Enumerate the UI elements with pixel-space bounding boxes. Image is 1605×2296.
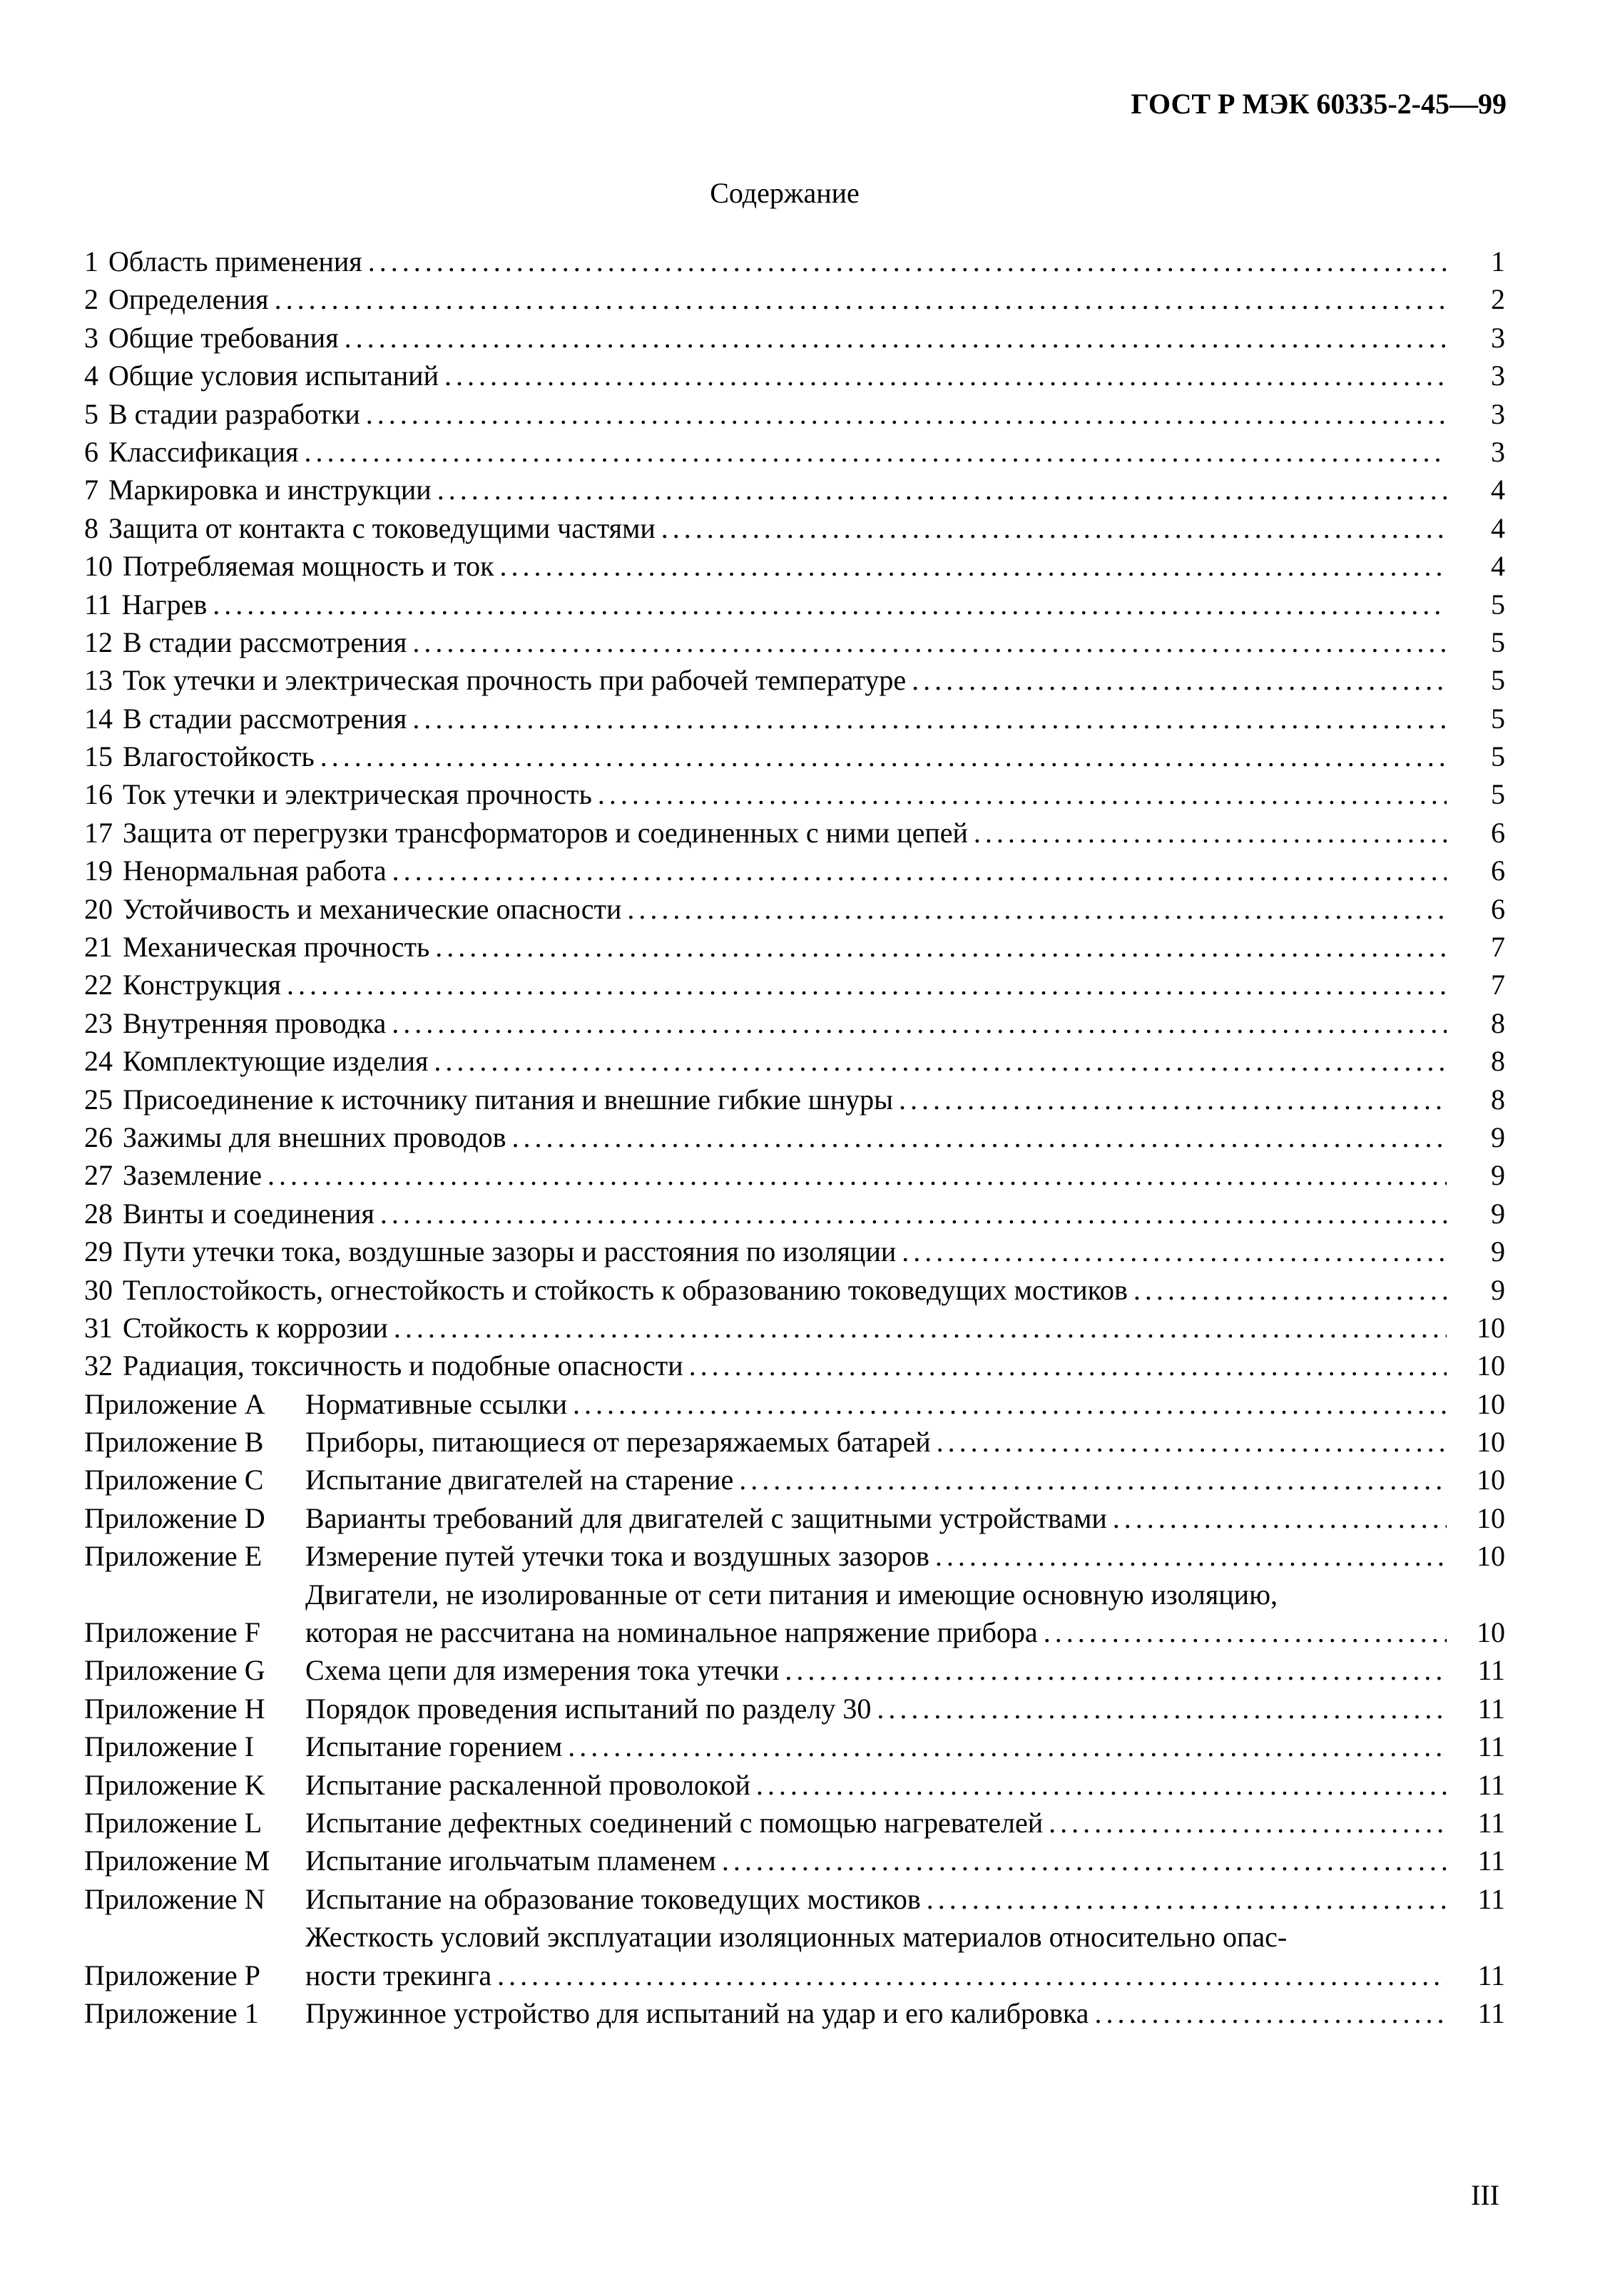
page-ref: 8 bbox=[1491, 1006, 1505, 1039]
section-title: Винты и соединения bbox=[123, 1197, 374, 1230]
dot-leader bbox=[315, 738, 1447, 775]
toc-entry[interactable] bbox=[84, 775, 1505, 813]
appendix-title: Испытание горением bbox=[305, 1730, 563, 1763]
dot-leader bbox=[407, 700, 1447, 738]
section-title: Потребляемая мощность и ток bbox=[123, 550, 494, 583]
toc-entry-body bbox=[123, 775, 1447, 813]
dot-leader bbox=[931, 1423, 1447, 1461]
page-ref: 10 bbox=[1477, 1540, 1505, 1573]
toc-entry[interactable] bbox=[84, 1081, 1505, 1118]
section-title: Радиация, токсичность и подобные опасности bbox=[123, 1349, 683, 1382]
toc-entry[interactable] bbox=[84, 1156, 1505, 1194]
section-number: 14 bbox=[84, 702, 113, 735]
toc-entry[interactable] bbox=[84, 1233, 1505, 1270]
toc-entry-body bbox=[123, 852, 1447, 889]
toc-entry[interactable] bbox=[84, 280, 1505, 318]
appendix-label: Приложение M bbox=[84, 1845, 270, 1877]
toc-entry[interactable] bbox=[84, 890, 1505, 928]
page-ref: 11 bbox=[1477, 1654, 1505, 1687]
section-title: Маркировка и инструкции bbox=[108, 474, 432, 506]
toc-entry[interactable] bbox=[84, 319, 1505, 357]
toc-entry[interactable] bbox=[84, 966, 1505, 1004]
dot-leader bbox=[683, 1347, 1447, 1384]
toc-entry-body bbox=[123, 700, 1447, 738]
dot-leader bbox=[281, 966, 1447, 1004]
dot-leader bbox=[750, 1766, 1447, 1804]
section-number: 1 bbox=[84, 245, 98, 277]
appendix-label: Приложение H bbox=[84, 1692, 265, 1725]
page-ref: 11 bbox=[1477, 1807, 1505, 1840]
appendix-label: Приложение I bbox=[84, 1730, 255, 1763]
section-title: Классификация bbox=[108, 435, 299, 468]
section-number: 13 bbox=[84, 664, 113, 697]
page-ref: 4 bbox=[1491, 550, 1505, 583]
toc-entry-body bbox=[108, 280, 1447, 318]
dot-leader bbox=[362, 243, 1447, 280]
section-title: Определения bbox=[108, 283, 269, 316]
toc-entry[interactable] bbox=[84, 433, 1505, 471]
appendix-label: Приложение N bbox=[84, 1882, 265, 1915]
dot-leader bbox=[339, 319, 1447, 357]
page-ref: 11 bbox=[1477, 1692, 1505, 1725]
toc-entry[interactable] bbox=[84, 623, 1505, 661]
toc-entry-body bbox=[108, 243, 1447, 280]
toc-entry-body bbox=[123, 1081, 1447, 1118]
page-ref: 9 bbox=[1491, 1197, 1505, 1230]
section-number: 30 bbox=[84, 1273, 113, 1306]
page-number: III bbox=[1471, 2179, 1499, 2211]
toc-entry[interactable] bbox=[84, 586, 1505, 623]
appendix-entry[interactable] bbox=[84, 1576, 1505, 1652]
page-ref: 4 bbox=[1491, 511, 1505, 544]
toc-entry-body bbox=[108, 357, 1447, 394]
page-ref: 9 bbox=[1491, 1273, 1505, 1306]
section-number: 3 bbox=[84, 321, 98, 354]
dot-leader bbox=[567, 1385, 1447, 1423]
page-ref: 4 bbox=[1491, 474, 1505, 506]
dot-leader bbox=[262, 1156, 1447, 1194]
dot-leader bbox=[360, 395, 1447, 433]
dot-leader bbox=[921, 1880, 1447, 1918]
page-ref: 10 bbox=[1477, 1464, 1505, 1496]
toc-entry-body bbox=[108, 509, 1447, 547]
appendix-entry[interactable] bbox=[84, 1537, 1505, 1575]
section-number: 4 bbox=[84, 359, 98, 392]
appendix-entry[interactable] bbox=[84, 1880, 1505, 1918]
appendix-entry[interactable] bbox=[84, 1918, 1505, 1994]
page-ref: 9 bbox=[1491, 1235, 1505, 1268]
dot-leader bbox=[896, 1233, 1447, 1270]
page-ref: 3 bbox=[1491, 397, 1505, 430]
appendix-entry[interactable] bbox=[84, 1461, 1505, 1499]
appendix-label: Приложение B bbox=[84, 1426, 264, 1459]
page-ref: 11 bbox=[1477, 1730, 1505, 1763]
section-title: Зажимы для внешних проводов bbox=[123, 1121, 506, 1153]
appendix-entry-body bbox=[305, 1385, 1447, 1423]
toc-entry[interactable] bbox=[84, 1309, 1505, 1347]
section-title: Ток утечки и электрическая прочность при рабочей температуре bbox=[123, 664, 907, 697]
table-of-contents bbox=[84, 243, 1505, 2032]
toc-entry-body bbox=[123, 623, 1447, 661]
section-title: Ток утечки и электрическая прочность bbox=[123, 778, 592, 811]
section-number: 7 bbox=[84, 474, 98, 506]
section-number: 16 bbox=[84, 778, 113, 811]
page-ref: 6 bbox=[1491, 816, 1505, 849]
dot-leader bbox=[1043, 1804, 1447, 1842]
appendix-title-line bbox=[305, 1613, 1447, 1651]
appendix-label: Приложение E bbox=[84, 1540, 263, 1573]
appendix-title: Испытание дефектных соединений с помощью нагревателей bbox=[305, 1807, 1044, 1840]
toc-entry[interactable] bbox=[84, 1271, 1505, 1309]
page-ref: 7 bbox=[1491, 969, 1505, 1001]
section-title: Устойчивость и механические опасности bbox=[123, 892, 622, 925]
toc-entry[interactable] bbox=[84, 1195, 1505, 1233]
toc-entry-body bbox=[123, 1118, 1447, 1156]
appendix-title: Испытание раскаленной проволокой bbox=[305, 1768, 750, 1801]
toc-entry[interactable] bbox=[84, 243, 1505, 280]
toc-entry[interactable] bbox=[84, 700, 1505, 738]
page-ref: 8 bbox=[1491, 1045, 1505, 1078]
appendix-entry-body bbox=[305, 1461, 1447, 1499]
section-title: В стадии разработки bbox=[108, 397, 360, 430]
section-number: 11 bbox=[84, 588, 112, 621]
page-ref: 10 bbox=[1477, 1616, 1505, 1649]
appendix-title: Нормативные ссылки bbox=[305, 1387, 568, 1420]
section-title: В стадии рассмотрения bbox=[123, 626, 407, 658]
appendix-entry-body bbox=[305, 1994, 1447, 2032]
section-number: 32 bbox=[84, 1349, 113, 1382]
dot-leader bbox=[429, 928, 1447, 966]
toc-entry-body bbox=[123, 661, 1447, 699]
appendix-label: Приложение C bbox=[84, 1464, 264, 1496]
toc-entry[interactable] bbox=[84, 1004, 1505, 1042]
toc-entry[interactable] bbox=[84, 928, 1505, 966]
page-ref: 11 bbox=[1477, 1882, 1505, 1915]
dot-leader bbox=[439, 357, 1447, 394]
page-ref: 5 bbox=[1491, 778, 1505, 811]
appendix-entry[interactable] bbox=[84, 1842, 1505, 1879]
toc-entry-body bbox=[123, 1271, 1447, 1309]
section-title: Механическая прочность bbox=[123, 931, 430, 964]
dot-leader bbox=[506, 1118, 1447, 1156]
appendix-entry[interactable] bbox=[84, 1804, 1505, 1842]
dot-leader bbox=[1128, 1271, 1447, 1309]
section-title: Нагрев bbox=[121, 588, 208, 621]
page-ref: 3 bbox=[1491, 321, 1505, 354]
toc-entry[interactable] bbox=[84, 661, 1505, 699]
appendix-title: ности трекинга bbox=[305, 1959, 492, 1991]
section-title: Влагостойкость bbox=[123, 740, 315, 773]
page-ref: 11 bbox=[1477, 1996, 1505, 2029]
dot-leader bbox=[716, 1842, 1447, 1879]
dot-leader bbox=[656, 509, 1447, 547]
dot-leader bbox=[906, 661, 1447, 699]
toc-entry-body bbox=[123, 1042, 1447, 1080]
toc-entry-body bbox=[108, 319, 1447, 357]
section-number: 6 bbox=[84, 435, 98, 468]
appendix-entry[interactable] bbox=[84, 1423, 1505, 1461]
appendix-title: Варианты требований для двигателей с защитными устройствами bbox=[305, 1501, 1107, 1534]
section-title: Присоединение к источнику питания и внешние гибкие шнуры bbox=[123, 1083, 893, 1116]
section-number: 31 bbox=[84, 1311, 113, 1344]
appendix-entry-body bbox=[305, 1576, 1447, 1652]
appendix-title-line bbox=[305, 1956, 1447, 1994]
section-number: 24 bbox=[84, 1045, 113, 1078]
page-ref: 3 bbox=[1491, 435, 1505, 468]
section-title: Конструкция bbox=[123, 969, 281, 1001]
section-number: 5 bbox=[84, 397, 98, 430]
dot-leader bbox=[269, 280, 1447, 318]
appendix-label: Приложение K bbox=[84, 1768, 265, 1801]
appendix-title: Испытание на образование токоведущих мостиков bbox=[305, 1882, 921, 1915]
section-number: 23 bbox=[84, 1006, 113, 1039]
dot-leader bbox=[1107, 1499, 1447, 1537]
appendix-entry-body bbox=[305, 1499, 1447, 1537]
appendix-entry-body bbox=[305, 1880, 1447, 1918]
appendix-label: Приложение L bbox=[84, 1807, 263, 1840]
appendix-entry-body bbox=[305, 1918, 1447, 1994]
section-number: 12 bbox=[84, 626, 113, 658]
appendix-title: Испытание игольчатым пламенем bbox=[305, 1845, 716, 1877]
section-title: Общие условия испытаний bbox=[108, 359, 439, 392]
section-number: 27 bbox=[84, 1159, 113, 1192]
section-title: В стадии рассмотрения bbox=[123, 702, 407, 735]
dot-leader bbox=[207, 586, 1447, 623]
section-number: 8 bbox=[84, 511, 98, 544]
appendix-entry[interactable] bbox=[84, 1728, 1505, 1765]
appendix-title: Пружинное устройство для испытаний на удар и его калибровка bbox=[305, 1996, 1089, 2029]
dot-leader bbox=[733, 1461, 1447, 1499]
toc-entry[interactable] bbox=[84, 509, 1505, 547]
section-title: Защита от контакта с токоведущими частями bbox=[108, 511, 656, 544]
dot-leader bbox=[432, 471, 1447, 509]
page-ref: 5 bbox=[1491, 740, 1505, 773]
dot-leader bbox=[779, 1651, 1447, 1689]
appendix-entry-body bbox=[305, 1766, 1447, 1804]
toc-entry[interactable] bbox=[84, 1347, 1505, 1384]
page-ref: 8 bbox=[1491, 1083, 1505, 1116]
page-ref: 1 bbox=[1491, 245, 1505, 277]
toc-entry-body bbox=[123, 547, 1447, 585]
toc-entry[interactable] bbox=[84, 1118, 1505, 1156]
appendix-entry-body bbox=[305, 1842, 1447, 1879]
appendix-label: Приложение A bbox=[84, 1387, 265, 1420]
section-title: Защита от перегрузки трансформаторов и соединенных с ними цепей bbox=[123, 816, 968, 849]
section-number: 26 bbox=[84, 1121, 113, 1153]
appendix-title-line: Двигатели, не изолированные от сети питания и имеющие основную изоляцию, bbox=[305, 1578, 1278, 1611]
toc-entry-body bbox=[108, 471, 1447, 509]
appendix-entry-body bbox=[305, 1728, 1447, 1765]
toc-entry-body bbox=[123, 814, 1447, 852]
dot-leader bbox=[871, 1690, 1447, 1728]
toc-entry-body bbox=[123, 1347, 1447, 1384]
appendix-title: Приборы, питающиеся от перезаряжаемых батарей bbox=[305, 1426, 931, 1459]
appendix-title-line: Жесткость условий эксплуатации изоляционных материалов относительно опас- bbox=[305, 1921, 1288, 1954]
dot-leader bbox=[592, 775, 1447, 813]
appendix-entry-body bbox=[305, 1423, 1447, 1461]
toc-entry-body bbox=[122, 586, 1447, 623]
page-ref: 10 bbox=[1477, 1349, 1505, 1382]
dot-leader bbox=[1089, 1994, 1447, 2032]
page-ref: 11 bbox=[1477, 1845, 1505, 1877]
toc-entry[interactable] bbox=[84, 852, 1505, 889]
section-title: Ненормальная работа bbox=[123, 854, 387, 887]
toc-entry[interactable] bbox=[84, 547, 1505, 585]
page-ref: 9 bbox=[1491, 1159, 1505, 1192]
appendix-entry-body bbox=[305, 1690, 1447, 1728]
page-ref: 10 bbox=[1477, 1387, 1505, 1420]
section-title: Внутренняя проводка bbox=[123, 1006, 387, 1039]
dot-leader bbox=[562, 1728, 1447, 1765]
appendix-entry-body bbox=[305, 1651, 1447, 1689]
page-ref: 10 bbox=[1477, 1426, 1505, 1459]
appendix-title: Порядок проведения испытаний по разделу 30 bbox=[305, 1692, 872, 1725]
section-title: Заземление bbox=[123, 1159, 262, 1192]
dot-leader bbox=[621, 890, 1447, 928]
page-ref: 6 bbox=[1491, 892, 1505, 925]
page-ref: 5 bbox=[1491, 664, 1505, 697]
dot-leader bbox=[386, 1004, 1447, 1042]
appendix-title: Схема цепи для измерения тока утечки bbox=[305, 1654, 780, 1687]
toc-entry-body bbox=[123, 1156, 1447, 1194]
appendix-entry[interactable] bbox=[84, 1499, 1505, 1537]
section-number: 25 bbox=[84, 1083, 113, 1116]
toc-entry-body bbox=[108, 395, 1447, 433]
dot-leader bbox=[388, 1309, 1447, 1347]
dot-leader bbox=[494, 547, 1447, 585]
page-ref: 6 bbox=[1491, 854, 1505, 887]
page-ref: 11 bbox=[1477, 1768, 1505, 1801]
appendix-entry-body bbox=[305, 1537, 1447, 1575]
toc-entry-body bbox=[123, 1195, 1447, 1233]
toc-entry-body bbox=[123, 1309, 1447, 1347]
dot-leader bbox=[491, 1956, 1447, 1994]
section-number: 29 bbox=[84, 1235, 113, 1268]
appendix-entry-body bbox=[305, 1804, 1447, 1842]
appendix-label: Приложение D bbox=[84, 1501, 265, 1534]
section-number: 10 bbox=[84, 550, 113, 583]
page-ref: 5 bbox=[1491, 702, 1505, 735]
toc-title: Содержание bbox=[710, 177, 860, 209]
appendix-label: Приложение F bbox=[84, 1616, 260, 1649]
toc-entry-body bbox=[123, 928, 1447, 966]
dot-leader bbox=[407, 623, 1447, 661]
appendix-label: Приложение P bbox=[84, 1959, 260, 1991]
page-ref: 3 bbox=[1491, 359, 1505, 392]
appendix-entry[interactable] bbox=[84, 1994, 1505, 2032]
toc-entry-body bbox=[123, 966, 1447, 1004]
toc-entry-body bbox=[123, 1004, 1447, 1042]
section-number: 21 bbox=[84, 931, 113, 964]
section-title: Общие требования bbox=[108, 321, 339, 354]
toc-entry-body bbox=[108, 433, 1447, 471]
page-ref: 10 bbox=[1477, 1501, 1505, 1534]
dot-leader bbox=[929, 1537, 1447, 1575]
dot-leader bbox=[298, 433, 1447, 471]
section-number: 22 bbox=[84, 969, 113, 1001]
section-number: 28 bbox=[84, 1197, 113, 1230]
page-ref: 7 bbox=[1491, 931, 1505, 964]
appendix-label: Приложение G bbox=[84, 1654, 265, 1687]
dot-leader bbox=[428, 1042, 1447, 1080]
section-title: Теплостойкость, огнестойкость и стойкость к образованию токоведущих мостиков bbox=[123, 1273, 1128, 1306]
appendix-label: Приложение 1 bbox=[84, 1996, 259, 2029]
appendix-title: Измерение путей утечки тока и воздушных зазоров bbox=[305, 1540, 929, 1573]
toc-entry[interactable] bbox=[84, 395, 1505, 433]
toc-entry[interactable] bbox=[84, 1042, 1505, 1080]
section-title: Пути утечки тока, воздушные зазоры и расстояния по изоляции bbox=[123, 1235, 897, 1268]
standard-designation: ГОСТ Р МЭК 60335-2-45—99 bbox=[1131, 88, 1507, 120]
toc-entry[interactable] bbox=[84, 357, 1505, 394]
toc-entry[interactable] bbox=[84, 738, 1505, 775]
dot-leader bbox=[968, 814, 1447, 852]
page-ref: 9 bbox=[1491, 1121, 1505, 1153]
section-number: 19 bbox=[84, 854, 113, 887]
appendix-title: Испытание двигателей на старение bbox=[305, 1464, 734, 1496]
toc-entry[interactable] bbox=[84, 814, 1505, 852]
dot-leader bbox=[893, 1081, 1447, 1118]
appendix-entry[interactable] bbox=[84, 1766, 1505, 1804]
page-ref: 2 bbox=[1491, 283, 1505, 316]
appendix-entry[interactable] bbox=[84, 1651, 1505, 1689]
dot-leader bbox=[1038, 1613, 1447, 1651]
page-ref: 10 bbox=[1477, 1311, 1505, 1344]
section-title: Стойкость к коррозии bbox=[123, 1311, 388, 1344]
section-number: 17 bbox=[84, 816, 113, 849]
toc-entry-body bbox=[123, 890, 1447, 928]
toc-entry[interactable] bbox=[84, 471, 1505, 509]
page-ref: 11 bbox=[1477, 1959, 1505, 1991]
toc-entry-body bbox=[123, 1233, 1447, 1270]
appendix-entry[interactable] bbox=[84, 1690, 1505, 1728]
dot-leader bbox=[387, 852, 1447, 889]
section-title: Комплектующие изделия bbox=[123, 1045, 429, 1078]
section-number: 15 bbox=[84, 740, 113, 773]
dot-leader bbox=[374, 1195, 1447, 1233]
section-number: 20 bbox=[84, 892, 113, 925]
section-number: 2 bbox=[84, 283, 98, 316]
toc-entry-body bbox=[123, 738, 1447, 775]
section-title: Область применения bbox=[108, 245, 362, 277]
appendix-title: которая не рассчитана на номинальное напряжение прибора bbox=[305, 1616, 1038, 1649]
page-ref: 5 bbox=[1491, 588, 1505, 621]
page-ref: 5 bbox=[1491, 626, 1505, 658]
appendix-entry[interactable] bbox=[84, 1385, 1505, 1423]
